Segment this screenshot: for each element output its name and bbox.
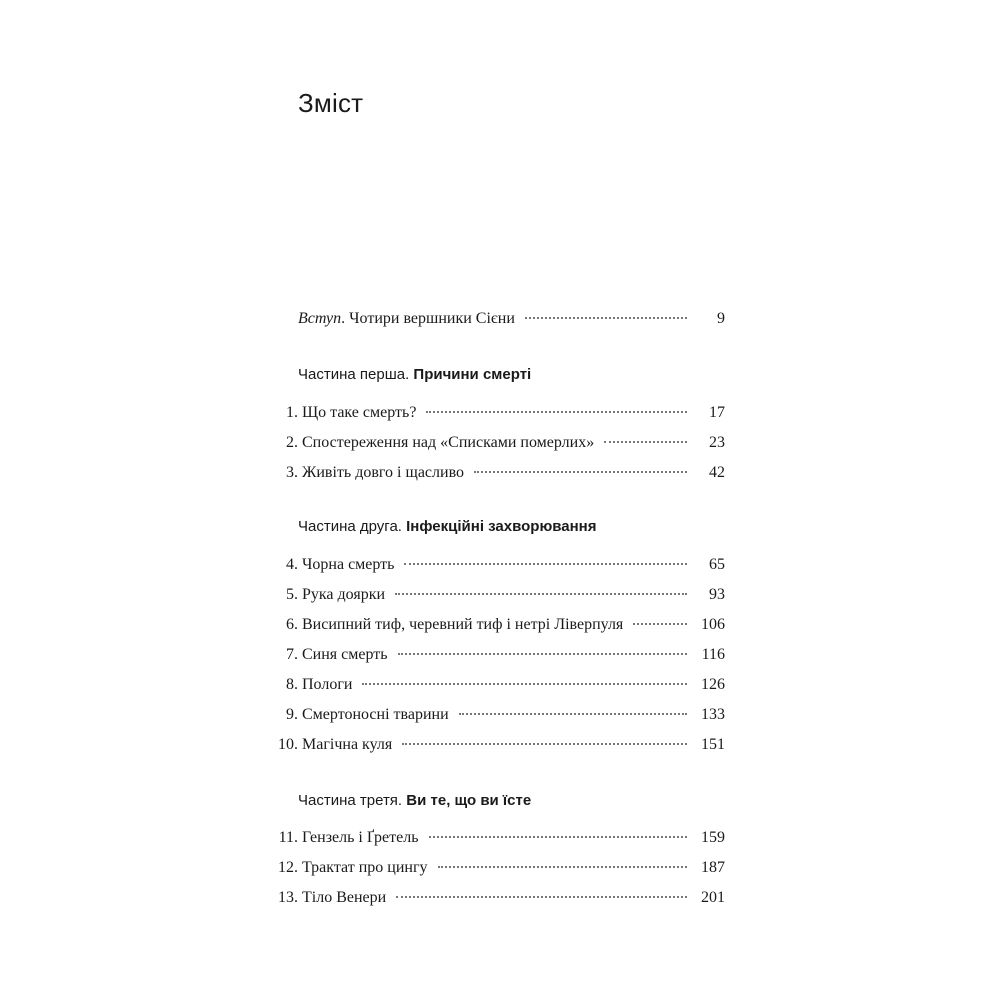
chapter-title: Чорна смерть bbox=[302, 556, 395, 573]
chapter-page: 65 bbox=[709, 556, 725, 573]
toc-entry bbox=[270, 586, 725, 610]
chapter-number: 9. bbox=[286, 706, 298, 723]
toc-entry bbox=[270, 829, 725, 853]
toc-entry bbox=[270, 404, 725, 428]
toc-entry bbox=[270, 556, 725, 580]
dot-leader bbox=[362, 683, 687, 685]
dot-leader bbox=[438, 866, 687, 868]
toc-entry bbox=[270, 676, 725, 700]
chapter-page: 116 bbox=[701, 646, 725, 663]
chapter-page: 106 bbox=[701, 616, 725, 633]
chapter-number: 13. bbox=[278, 889, 298, 906]
chapter-title: Смертоносні тварини bbox=[302, 706, 449, 723]
dot-leader bbox=[459, 713, 687, 715]
toc-entry bbox=[270, 889, 725, 913]
dot-leader bbox=[474, 471, 687, 473]
dot-leader bbox=[404, 563, 687, 565]
part-heading-3 bbox=[298, 792, 531, 809]
chapter-number: 5. bbox=[286, 586, 298, 603]
chapter-page: 151 bbox=[701, 736, 725, 753]
chapter-page: 187 bbox=[701, 859, 725, 876]
dot-leader bbox=[604, 441, 687, 443]
chapter-title: Висипний тиф, черевний тиф і нетрі Ліверпуля bbox=[302, 616, 624, 633]
dot-leader bbox=[398, 653, 687, 655]
chapter-page: 133 bbox=[701, 706, 725, 723]
part-name: Причини смерті bbox=[413, 366, 532, 383]
toc-entry-title bbox=[270, 310, 515, 328]
dot-leader bbox=[426, 411, 687, 413]
dot-leader bbox=[525, 317, 687, 319]
chapter-number: 1. bbox=[286, 404, 298, 421]
chapter-number: 10. bbox=[278, 736, 298, 753]
chapter-title: Рука доярки bbox=[302, 586, 386, 603]
part-heading-1 bbox=[298, 366, 531, 383]
chapter-title: Трактат про цингу bbox=[302, 859, 428, 876]
toc-entry bbox=[270, 859, 725, 883]
dot-leader bbox=[429, 836, 687, 838]
chapter-page: 126 bbox=[701, 676, 725, 693]
chapter-number: 2. bbox=[286, 434, 298, 451]
chapter-title: Спостереження над «Списками померлих» bbox=[302, 434, 595, 451]
chapter-number: 7. bbox=[286, 646, 298, 663]
chapter-number: 6. bbox=[286, 616, 298, 633]
chapter-page: 159 bbox=[701, 829, 725, 846]
dot-leader bbox=[396, 896, 687, 898]
toc-entry bbox=[270, 464, 725, 488]
intro-label: Вступ bbox=[298, 310, 342, 327]
part-prefix: Частина перша. bbox=[298, 366, 414, 383]
chapter-number: 11. bbox=[278, 829, 298, 846]
chapter-page: 93 bbox=[709, 586, 725, 603]
chapter-title: Магічна куля bbox=[302, 736, 393, 753]
chapter-title: Пологи bbox=[302, 676, 353, 693]
part-prefix: Частина друга. bbox=[298, 518, 407, 535]
part-name: Ви те, що ви їсте bbox=[406, 792, 532, 809]
chapter-number: 12. bbox=[278, 859, 298, 876]
toc-entry-intro bbox=[270, 310, 725, 334]
toc-entry bbox=[270, 646, 725, 670]
dot-leader bbox=[402, 743, 687, 745]
chapter-title: Що таке смерть? bbox=[302, 404, 417, 421]
chapter-page: 42 bbox=[709, 464, 725, 481]
chapter-number: 3. bbox=[286, 464, 298, 481]
chapter-page: 17 bbox=[709, 404, 725, 421]
dot-leader bbox=[395, 593, 687, 595]
part-heading-2 bbox=[298, 518, 597, 535]
part-prefix: Частина третя. bbox=[298, 792, 407, 809]
chapter-page: 23 bbox=[709, 434, 725, 451]
toc-entry bbox=[270, 736, 725, 760]
intro-title: . Чотири вершники Сієни bbox=[341, 310, 515, 327]
chapter-number: 8. bbox=[286, 676, 298, 693]
chapter-title: Живіть довго і щасливо bbox=[302, 464, 465, 481]
chapter-title: Гензель і Ґретель bbox=[302, 829, 419, 846]
chapter-number: 4. bbox=[286, 556, 298, 573]
chapter-page: 201 bbox=[701, 889, 725, 906]
dot-leader bbox=[633, 623, 687, 625]
chapter-title: Тіло Венери bbox=[302, 889, 387, 906]
toc-entry bbox=[270, 616, 725, 640]
part-name: Інфекційні захворювання bbox=[406, 518, 597, 535]
page-title: Зміст bbox=[298, 88, 364, 118]
chapter-title: Синя смерть bbox=[302, 646, 388, 663]
toc-entry-page: 9 bbox=[717, 310, 725, 327]
toc-entry bbox=[270, 434, 725, 458]
toc-entry bbox=[270, 706, 725, 730]
